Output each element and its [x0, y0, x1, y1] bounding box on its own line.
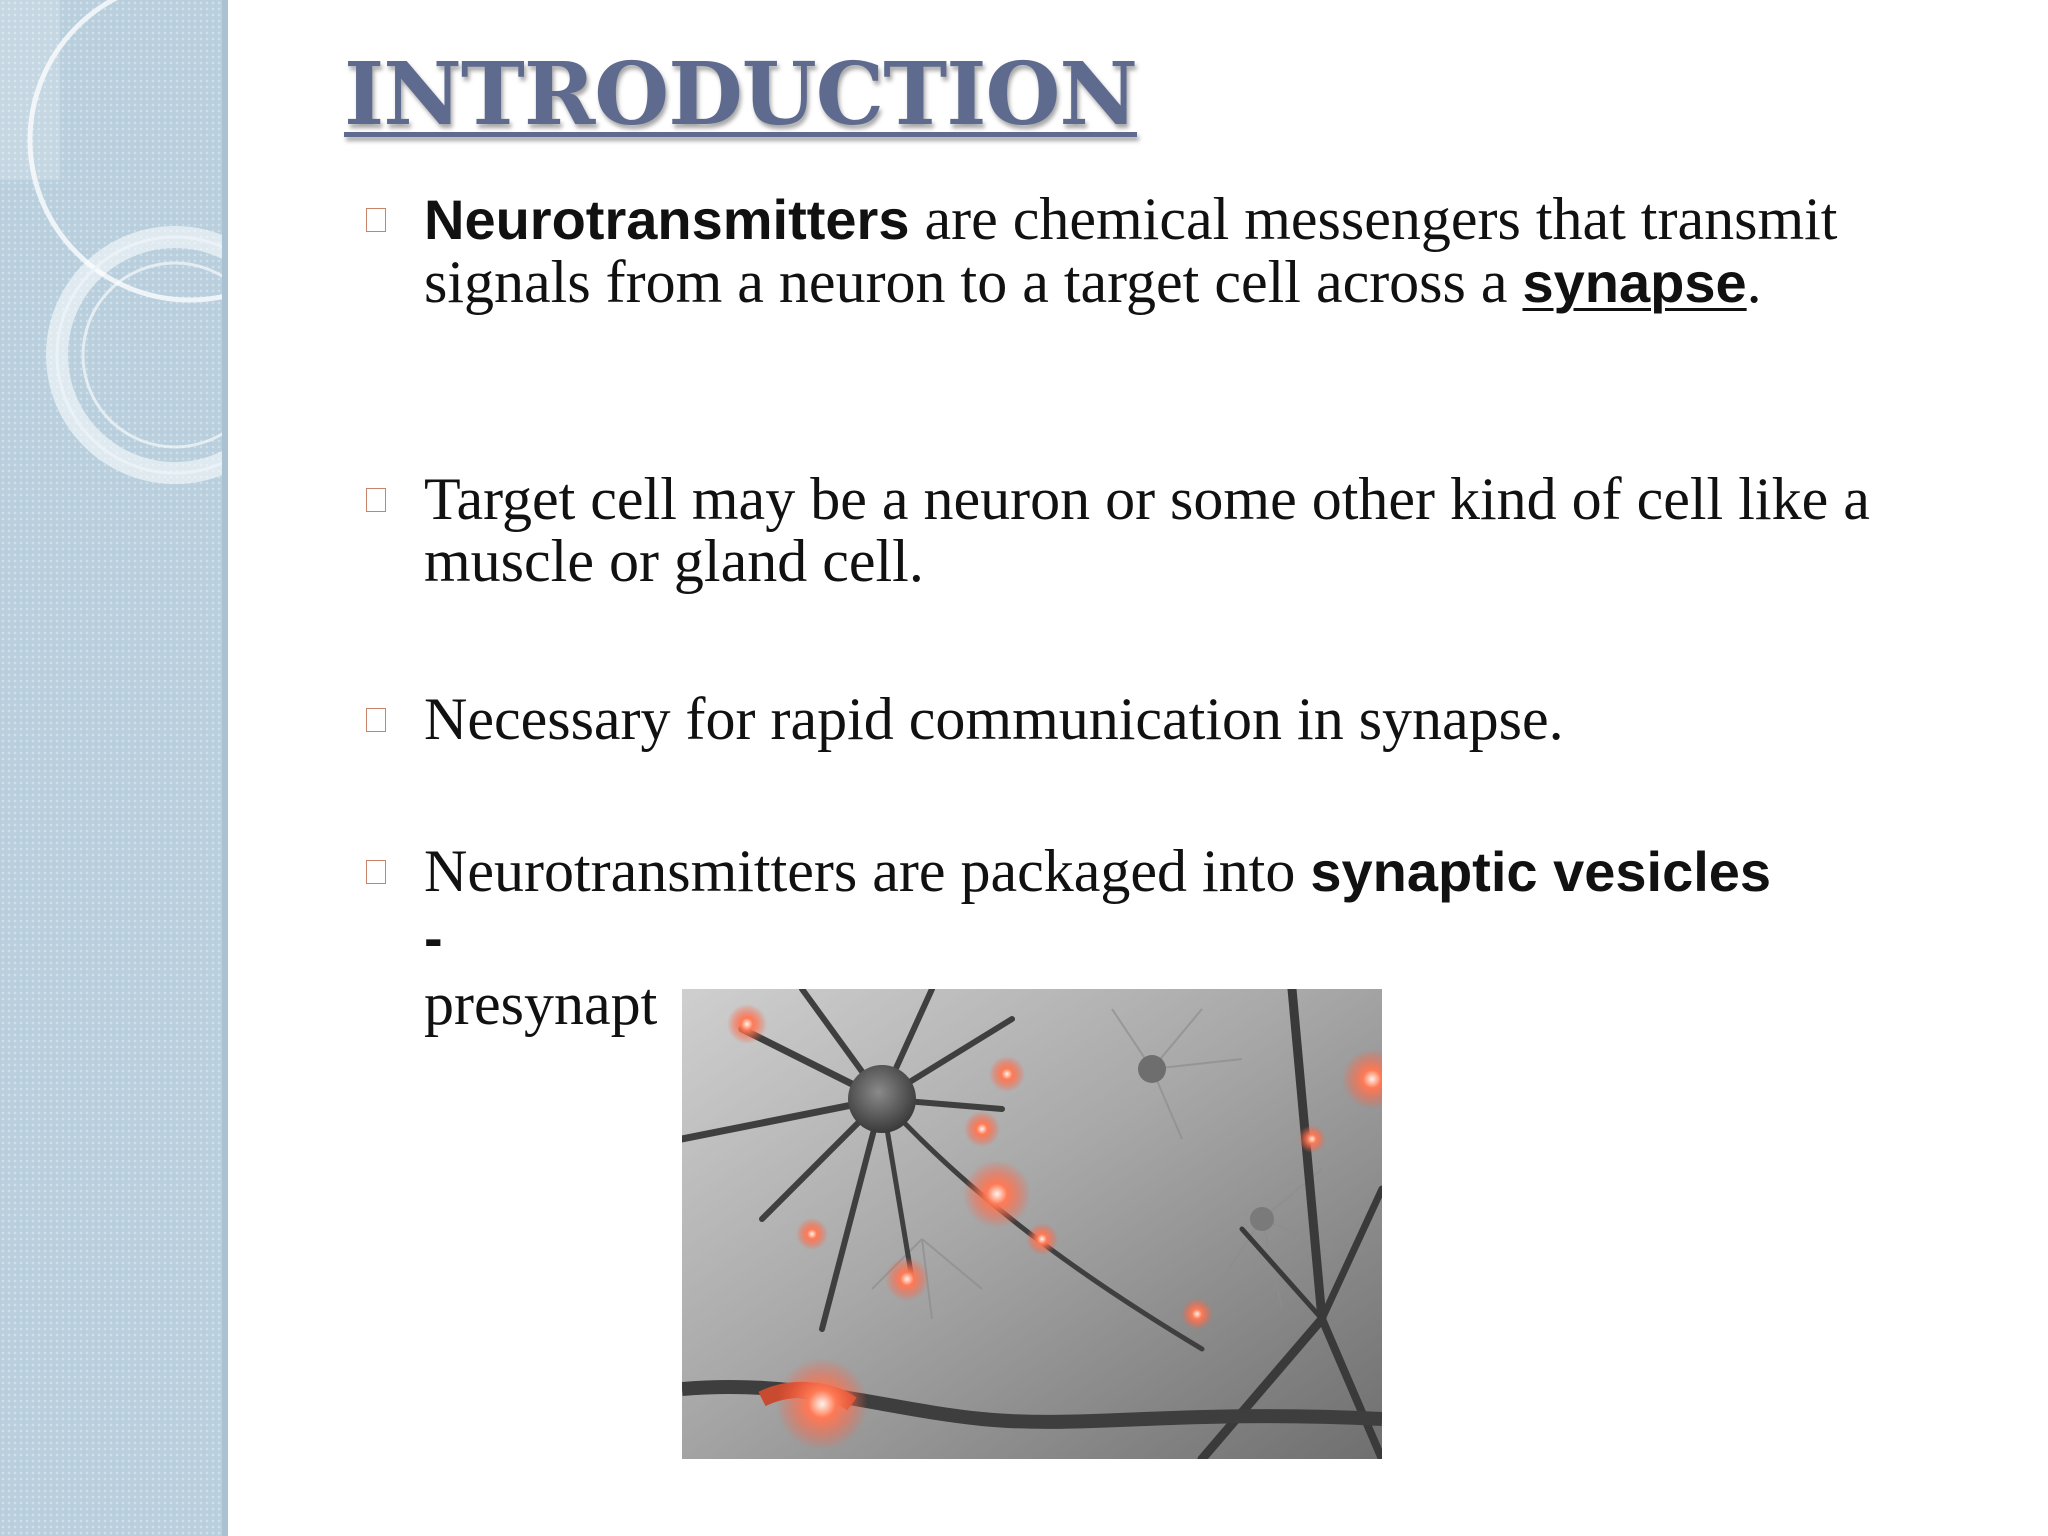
- square-bullet-icon: [366, 488, 386, 512]
- neuron-network-image: [682, 989, 1382, 1459]
- bullet-text: Necessary for rapid communication in synapse.: [424, 686, 1564, 752]
- dash-separator: -: [424, 906, 443, 969]
- sidebar-edge: [222, 0, 228, 1536]
- neuron-illustration: [682, 989, 1382, 1459]
- bullet-text: [424, 188, 1996, 314]
- square-bullet-icon: [366, 208, 386, 232]
- square-bullet-icon: [366, 708, 386, 732]
- synapse-link[interactable]: synapse: [1522, 251, 1747, 314]
- text-segment: .: [1746, 249, 1762, 315]
- square-bullet-icon: [366, 860, 386, 884]
- bullet-item: [366, 188, 1996, 314]
- bullet-text: Target cell may be a neuron or some other kind of cell like a muscle or gland cell.: [424, 466, 1870, 594]
- bullet-item: [366, 468, 1996, 592]
- text-segment: Neurotransmitters are packaged into: [424, 838, 1311, 904]
- ring-circles-decoration: [0, 0, 228, 1536]
- text-segment: presynapt: [424, 971, 658, 1037]
- bullet-item: [366, 688, 1996, 750]
- text-segment: are chemical messengers that transmit signals from a neuron to a target cell across a: [424, 186, 1838, 315]
- sidebar-decoration: [0, 0, 228, 1536]
- slide-title: INTRODUCTION: [344, 44, 1137, 145]
- bold-term: synaptic vesicles: [1310, 840, 1772, 903]
- bold-term: Neurotransmitters: [424, 188, 910, 251]
